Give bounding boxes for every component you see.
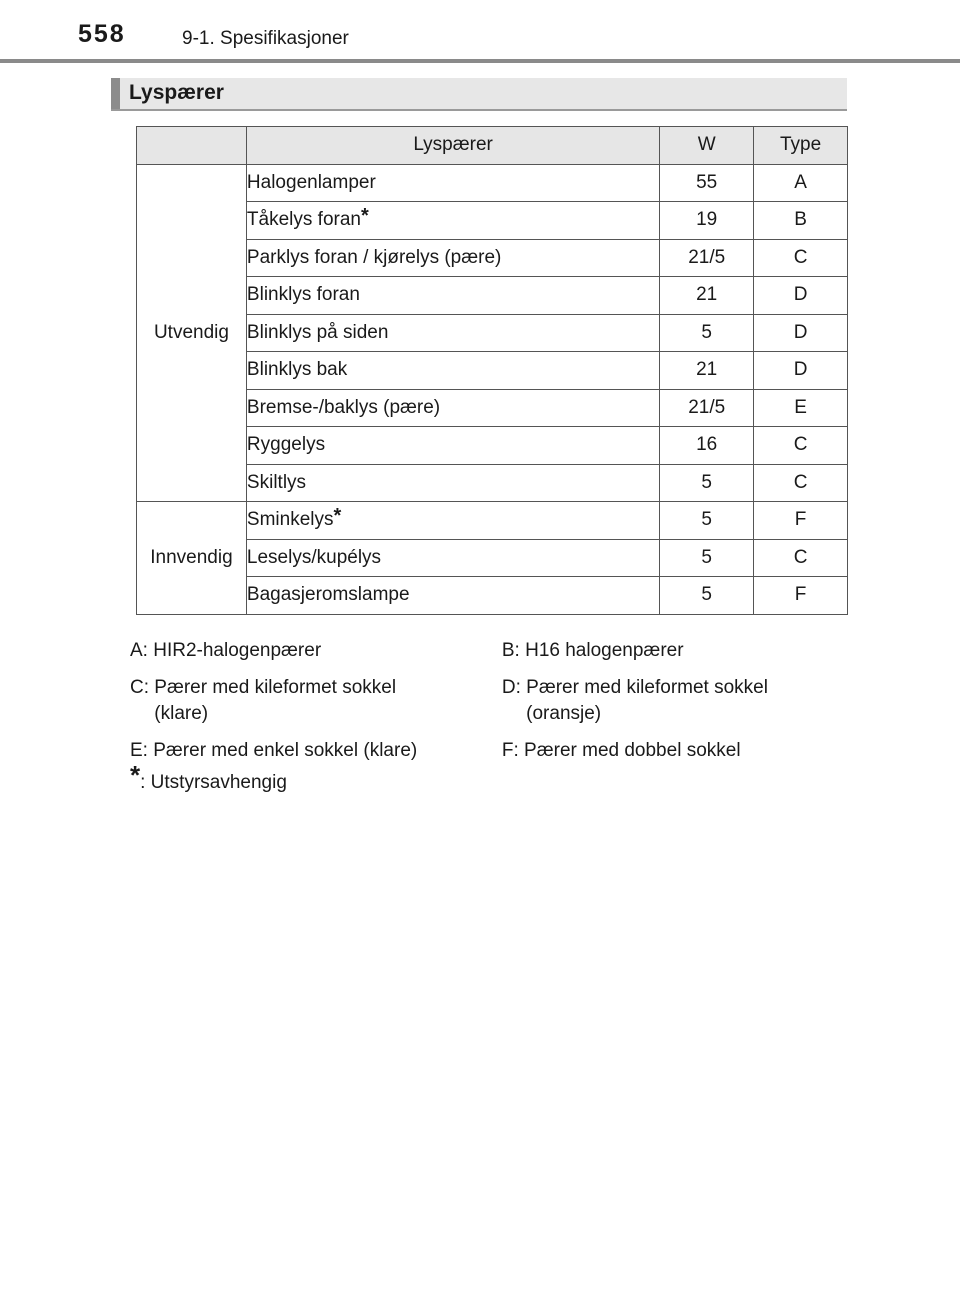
type-cell: C — [754, 464, 848, 502]
bulb-name-cell — [246, 577, 659, 615]
type-cell: F — [754, 577, 848, 615]
bulb-name: Blinklys bak — [246, 359, 348, 381]
bulb-name: Tåkelys foran — [246, 209, 361, 231]
bulb-name-cell — [246, 464, 659, 502]
table-header-row — [137, 127, 848, 165]
legend-key: C: — [130, 677, 149, 698]
bulb-name-cell — [246, 314, 659, 352]
watt-cell: 5 — [660, 314, 754, 352]
legend-text: Pærer med dobbel sokkel — [524, 740, 741, 761]
section-accent — [111, 78, 120, 109]
footnote — [130, 760, 287, 794]
table-row — [137, 164, 848, 202]
legend-key: A: — [130, 640, 148, 661]
watt-cell: 5 — [660, 464, 754, 502]
legend-key: F: — [501, 740, 519, 761]
group-label: Innvendig — [137, 502, 247, 615]
legend-item-e — [130, 738, 502, 764]
legend-text: (klare) — [154, 703, 209, 724]
header-divider — [0, 59, 960, 63]
table-row — [137, 502, 848, 540]
watt-cell: 5 — [660, 539, 754, 577]
bulb-name-cell — [246, 352, 659, 390]
bulb-name-cell — [246, 202, 659, 240]
chapter-title: 9-1. Spesifikasjoner — [182, 28, 349, 49]
group-label: Utvendig — [137, 164, 247, 502]
legend-text: Pærer med kileformet sokkel — [526, 677, 768, 698]
footnote-text: : Utstyrsavhengig — [140, 772, 287, 793]
section-title: Lyspærer — [129, 81, 224, 104]
bulb-name: Halogenlamper — [246, 171, 376, 193]
bulb-name-cell — [246, 539, 659, 577]
legend-key: B: — [501, 640, 520, 661]
bulb-name: Parklys foran / kjørelys (pære) — [246, 246, 502, 268]
header-bulb: Lyspærer — [246, 127, 659, 165]
bulb-spec-table — [136, 126, 848, 615]
legend-item-d — [502, 675, 830, 727]
bulb-name: Bremse-/baklys (pære) — [246, 396, 441, 418]
legend-key: D: — [501, 677, 521, 698]
type-cell: D — [754, 314, 848, 352]
type-cell: D — [754, 277, 848, 315]
watt-cell: 16 — [660, 427, 754, 465]
page-number: 558 — [78, 20, 126, 48]
bulb-name: Sminkelys — [246, 509, 334, 531]
legend-text: H16 halogenpærer — [525, 640, 684, 661]
bulb-name: Skiltlys — [246, 471, 307, 493]
bulb-name: Blinklys foran — [246, 284, 360, 306]
optional-equipment-asterisk: * — [360, 205, 369, 228]
legend-item-b — [502, 638, 830, 664]
legend-text: Pærer med enkel sokkel (klare) — [153, 740, 418, 761]
legend-item-c — [130, 675, 502, 727]
watt-cell: 21/5 — [660, 239, 754, 277]
bulb-name-cell — [246, 239, 659, 277]
bulb-name: Leselys/kupélys — [246, 546, 382, 568]
legend-item-f — [502, 738, 830, 764]
bulb-name-cell — [246, 164, 659, 202]
type-cell: B — [754, 202, 848, 240]
table-body — [137, 164, 848, 614]
bulb-name: Bagasjeromslampe — [246, 584, 410, 606]
watt-cell: 5 — [660, 502, 754, 540]
bulb-name-cell — [246, 427, 659, 465]
watt-cell: 55 — [660, 164, 754, 202]
legend-key: E: — [130, 740, 148, 761]
legend-item-a — [130, 638, 502, 664]
watt-cell: 21 — [660, 352, 754, 390]
watt-cell: 21 — [660, 277, 754, 315]
type-cell: E — [754, 389, 848, 427]
header-type: Type — [754, 127, 848, 165]
bulb-name-cell — [246, 502, 659, 540]
legend-text: (oransje) — [526, 703, 602, 724]
type-cell: D — [754, 352, 848, 390]
type-cell: F — [754, 502, 848, 540]
bulb-name-cell — [246, 389, 659, 427]
watt-cell: 21/5 — [660, 389, 754, 427]
header-empty-cell — [137, 127, 247, 165]
type-cell: C — [754, 239, 848, 277]
type-cell: C — [754, 539, 848, 577]
bulb-name: Blinklys på siden — [246, 321, 389, 343]
footnote-asterisk: * — [130, 760, 141, 790]
type-cell: A — [754, 164, 848, 202]
watt-cell: 19 — [660, 202, 754, 240]
watt-cell: 5 — [660, 577, 754, 615]
bulb-name: Ryggelys — [246, 434, 326, 456]
header-watt: W — [660, 127, 754, 165]
legend-text: HIR2-halogenpærer — [153, 640, 322, 661]
legend-text: Pærer med kileformet sokkel — [154, 677, 397, 698]
type-legend — [130, 638, 830, 775]
section-heading — [111, 78, 847, 111]
type-cell: C — [754, 427, 848, 465]
optional-equipment-asterisk: * — [333, 505, 342, 528]
bulb-name-cell — [246, 277, 659, 315]
